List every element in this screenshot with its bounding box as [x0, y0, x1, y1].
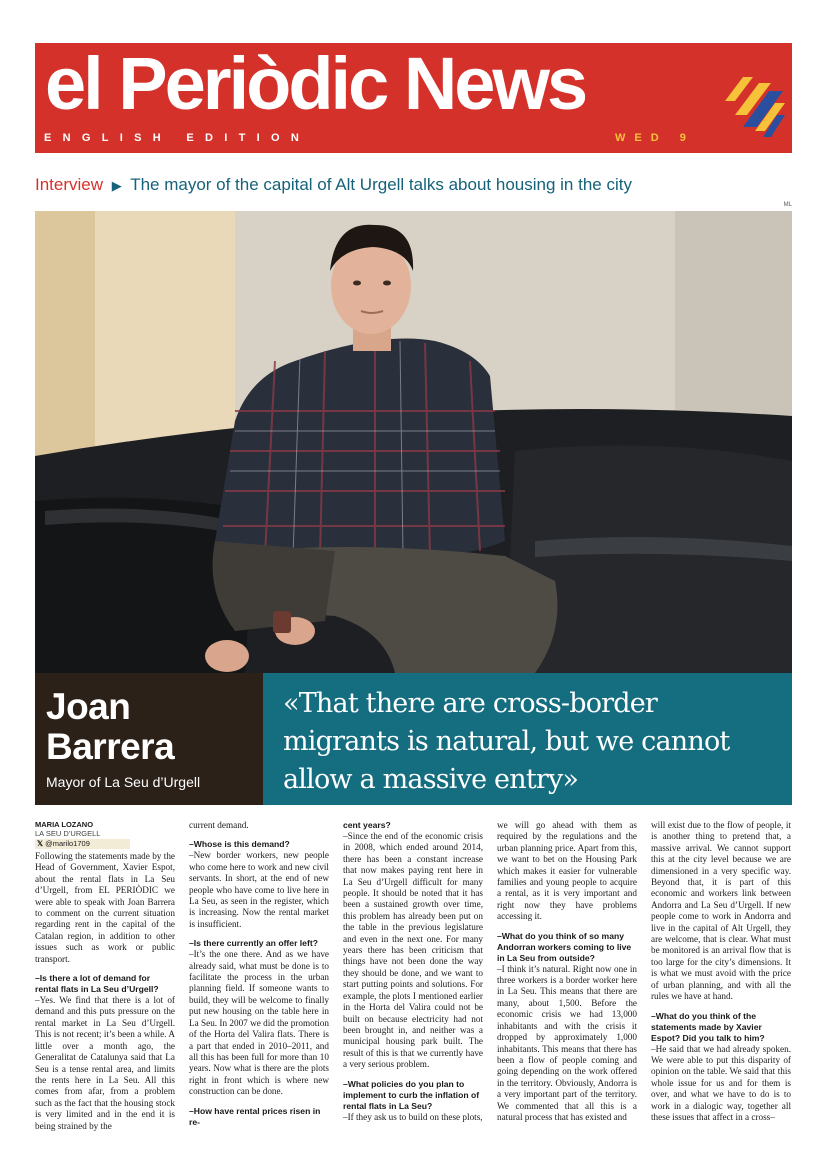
- interviewee-first-name: Joan: [46, 686, 131, 727]
- arrow-right-icon: ▶: [111, 178, 122, 193]
- article-column-3: [343, 820, 483, 1123]
- pull-quote-box: [263, 673, 792, 805]
- issue-date: WED 9: [615, 132, 695, 144]
- author-social[interactable]: [35, 839, 130, 849]
- answer: will exist due to the flow of people, it is another thing to pretend that, a massive arrival. We cannot support this at the city level because we are dimensioned in a very specific way. Beyond that, it is part of this economic and workers link between Andorra and La Seu d’Urgell. If new people come to work in Andorra and live in the capital of Alt Urgell, they are welcome, that is clear. What must be monitored is an arrival flow that is too large for the city’s dimensions. It is what we must avoid with the price of urban planning, and with all the rules we have at hand.: [651, 820, 791, 1002]
- answer: –It’s the one there. And as we have already said, what must be done is to facilitate the process in the urban planning field. If someone wants to build, they will be welcome to finally put new housing on the table here in La Seu. In 2007 we did the promotion of the Horta del Valira flats. There is a part that ended in 2010–2011, and all this has been full for more than 10 years. Now what is there are the plots right in front which is where new construction can be done.: [189, 949, 329, 1097]
- question: –What do you think of the statements made by Xavier Espot? Did you talk to him?: [651, 1010, 765, 1043]
- interviewee-namebox: [35, 673, 263, 805]
- question: –Is there currently an offer left?: [189, 938, 318, 949]
- article-headline: The mayor of the capital of Alt Urgell talks about housing in the city: [130, 175, 632, 194]
- diagonal-stripes-icon: [725, 69, 785, 139]
- answer: current demand.: [189, 820, 249, 830]
- article-kicker: [35, 175, 632, 195]
- answer: we will go ahead with them as required by the regulations and the urban planning price. Apart from this, we want to bet on the Housing Park which makes it easier for vulnerable families and young people to acquire a rental, as it is very important and right now they have problems accessing it.: [497, 820, 637, 922]
- answer: –Since the end of the economic crisis in 2008, which ended around 2014, there has been a constant increase that now makes paying rent here in La Seu d’Urgell difficult for many people. It should be noted that it has been a sustained growth over time, this problem has already been put on the table in the previous legislature and even in the next one. For many years there has been criticism that things have not been done the way they should be done, and we want to start putting points and solutions. For example, the plots I mentioned earlier in the Horta del Valira could not be built on because electricity had not been brought in, and neither was a municipal housing park built. The result of this is that we currently have a very serious problem.: [343, 831, 483, 1070]
- author-handle: @marilo1709: [45, 839, 90, 848]
- article-column-5: [651, 820, 791, 1123]
- answer: –I think it’s natural. Right now one in three workers is a border worker here in La Seu. This means that there are many, about 1,500. Before the economic crisis we had 13,000 inhabitants and with the crisis it dropped by approximately 1,000 inhabitants. This means that there has been a flow of people coming and going depending on the work offered in the territory. Obviously, Andorra is a very important part of the territory. We commented that all this is a natural process that has existed and: [497, 963, 637, 1122]
- question: –What policies do you plan to implement to curb the inflation of rental flats in La Seu?: [343, 1078, 480, 1111]
- author-location: LA SEU D’URGELL: [35, 829, 101, 838]
- question: –Is there a lot of demand for rental flats in La Seu d’Urgell?: [35, 973, 159, 995]
- article-intro: Following the statements made by the Head of Government, Xavier Espot, about the rental flats in La Seu d’Urgell, from EL PERIÒDIC we were able to speak with Joan Barrera to comment on the current situation regarding rent in the capital of the Catalan region, in addition to other issues such as work or public transport.: [35, 851, 175, 964]
- x-logo-icon: 𝕏: [37, 839, 44, 848]
- pull-quote: «That there are cross-border migrants is natural, but we cannot allow a massive entry»: [283, 688, 730, 795]
- photo-credit: ML: [783, 202, 792, 208]
- newspaper-title: el Periòdic News: [45, 42, 586, 125]
- question: –Whose is this demand?: [189, 839, 290, 850]
- question: –How have rental prices risen in re-: [189, 1105, 321, 1127]
- article-column-1: [35, 820, 175, 1132]
- interviewee-role: Mayor of La Seu d’Urgell: [46, 774, 201, 790]
- portrait-illustration: [35, 211, 792, 673]
- answer: –New border workers, new people who come here to work and new civil servants. In short, at the end of new people who have come to live here in La Seu, as seen in the register, which is increasing. Now the rental market is insufficient.: [189, 850, 329, 929]
- answer: –Yes. We find that there is a lot of demand and this puts pressure on the rental market in La Seu d’Urgell. This is not recent; it’s been a while. A little over a month ago, the Generalitat de Catalunya said that La Seu is a tense rental area, and limits the rents here in La Seu. All this comes from afar, from a problem such as the fact that the housing stock is very limited and in the end it is being strained by the: [35, 995, 175, 1131]
- question: cent years?: [343, 820, 391, 830]
- interview-photo: [35, 211, 792, 673]
- article-body: [35, 820, 792, 1150]
- masthead: [35, 43, 792, 153]
- section-label: Interview: [35, 175, 104, 194]
- question: –What do you think of so many Andorran workers coming to live in La Seu from outside?: [497, 930, 632, 963]
- article-column-4: [497, 820, 637, 1123]
- article-column-2: [189, 820, 329, 1128]
- edition-label: ENGLISH EDITION: [44, 132, 311, 144]
- answer: –If they ask us to build on these plots,: [343, 1111, 483, 1122]
- answer: –He said that we had already spoken. We were able to put this disparity of opinion on the table. We said that this whole issue for us and for them is over, and what we have to do is to work in a dialogic way, together all these issues that affect in a cross–: [651, 1043, 791, 1122]
- interviewee-last-name: Barrera: [46, 726, 175, 767]
- author-name: MARIA LOZANO: [35, 820, 94, 829]
